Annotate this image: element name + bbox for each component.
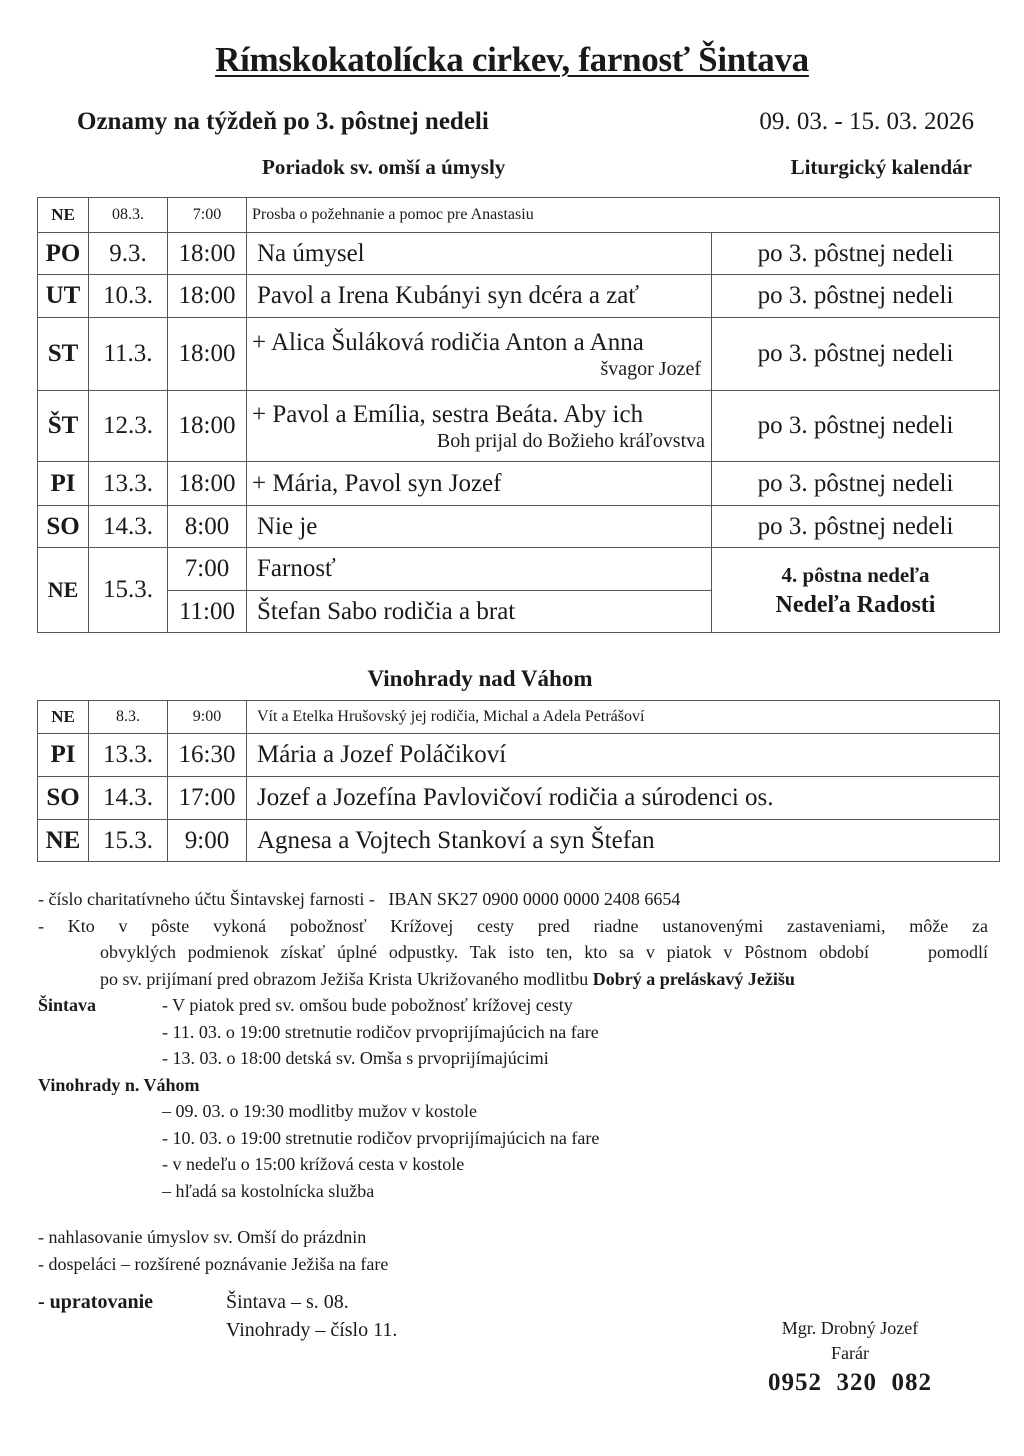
intention-line-2: švagor Jozef xyxy=(600,358,701,380)
day-cell: SO xyxy=(38,777,89,820)
date-cell: 9.3. xyxy=(89,233,168,275)
day-cell: PI xyxy=(38,734,89,777)
table-row xyxy=(38,734,1000,777)
spacer xyxy=(38,1204,988,1224)
intention-cell: Prosba o požehnanie a pomoc pre Anastasiu xyxy=(247,198,1000,233)
vinohrady-heading: Vinohrady nad Váhom xyxy=(367,666,593,691)
list-item: - dospeláci – rozšírené poznávanie Ježiša na fare xyxy=(38,1253,389,1274)
indulgence-note-line-1: - Kto v pôste vykoná pobožnosť Krížovej cesty pred riadne ustanovenými zastaveniami, môže za xyxy=(38,915,988,936)
date-cell: 11.3. xyxy=(89,318,168,391)
phone-number: 0952 320 082 xyxy=(768,1369,932,1396)
liturgy-cell: po 3. pôstnej nedeli xyxy=(712,506,1000,548)
page-title: Rímskokatolícka cirkev, farnosť Šintava xyxy=(215,40,809,79)
time-cell: 18:00 xyxy=(168,318,247,391)
intention-cell: Agnesa a Vojtech Stankoví a syn Štefan xyxy=(247,820,1000,862)
table-row xyxy=(38,701,1000,734)
list-item: - nahlasovanie úmyslov sv. Omší do prázdnin xyxy=(38,1227,367,1247)
intention-cell: Na úmysel xyxy=(247,233,712,275)
date-cell: 15.3. xyxy=(89,820,168,862)
time-cell: 18:00 xyxy=(168,275,247,318)
masses-heading: Poriadok sv. omší a úmysly xyxy=(262,155,506,179)
list-item: – hľadá sa kostolnícka služba xyxy=(162,1180,375,1201)
date-cell: 8.3. xyxy=(89,701,168,734)
time-cell: 18:00 xyxy=(168,233,247,275)
liturgy-cell: po 3. pôstnej nedeli xyxy=(712,462,1000,506)
time-cell: 9:00 xyxy=(168,701,247,734)
date-cell: 13.3. xyxy=(89,462,168,506)
announcement-subtitle: Oznamy na týždeň po 3. pôstnej nedeli xyxy=(77,108,489,135)
list-item: - 11. 03. o 19:00 stretnutie rodičov prvoprijímajúcich na fare xyxy=(162,1021,599,1042)
priest-role: Farár xyxy=(831,1343,869,1363)
sintava-schedule-table xyxy=(37,197,1000,633)
indulgence-text: po sv. prijímaní pred obrazom Ježiša Krista Ukrižovaného modlitbu xyxy=(100,968,593,989)
list-item: - V piatok pred sv. omšou bude pobožnosť krížovej cesty xyxy=(162,995,573,1015)
intention-line-1: + Alica Šuláková rodičia Anton a Anna xyxy=(252,329,644,356)
table-row xyxy=(38,233,1000,275)
signature-block xyxy=(745,1316,955,1395)
time-cell: 16:30 xyxy=(168,734,247,777)
liturgy-cell xyxy=(712,548,1000,633)
day-cell: PO xyxy=(38,233,89,275)
time-cell: 8:00 xyxy=(168,506,247,548)
intention-cell: + Mária, Pavol syn Jozef xyxy=(247,462,712,506)
date-cell: 12.3. xyxy=(89,391,168,462)
date-range: 09. 03. - 15. 03. 2026 xyxy=(759,108,974,135)
intention-cell xyxy=(247,391,712,462)
iban-note: - číslo charitatívneho účtu Šintavskej farnosti - IBAN SK27 0900 0000 0000 2408 6654 xyxy=(38,889,681,909)
table-row xyxy=(38,820,1000,862)
cleaning-vinohrady: Vinohrady – číslo 11. xyxy=(226,1319,398,1341)
time-cell: 7:00 xyxy=(168,198,247,233)
table-row xyxy=(38,777,1000,820)
sintava-label: Šintava xyxy=(38,995,97,1015)
date-cell: 08.3. xyxy=(89,198,168,233)
time-cell: 18:00 xyxy=(168,391,247,462)
time-cell: 9:00 xyxy=(168,820,247,862)
day-cell: UT xyxy=(38,275,89,318)
calendar-heading: Liturgický kalendár xyxy=(790,155,972,179)
day-cell: ST xyxy=(38,318,89,391)
day-cell: NE xyxy=(38,820,89,862)
vinohrady-label: Vinohrady n. Váhom xyxy=(38,1074,200,1095)
table-row xyxy=(38,198,1000,233)
intention-cell xyxy=(247,318,712,391)
vinohrady-schedule-table xyxy=(37,700,1000,862)
date-cell: 13.3. xyxy=(89,734,168,777)
time-cell: 17:00 xyxy=(168,777,247,820)
table-row xyxy=(38,462,1000,506)
day-cell: NE xyxy=(38,198,89,233)
sintava-notes-list xyxy=(162,992,599,1072)
time-cell: 18:00 xyxy=(168,462,247,506)
intention-cell: Nie je xyxy=(247,506,712,548)
liturgy-line-1: 4. pôstna nedeľa xyxy=(781,563,930,587)
liturgy-cell: po 3. pôstnej nedeli xyxy=(712,391,1000,462)
day-cell: NE xyxy=(38,548,89,633)
liturgy-cell: po 3. pôstnej nedeli xyxy=(712,275,1000,318)
list-item: – 09. 03. o 19:30 modlitby mužov v kostole xyxy=(162,1101,477,1121)
indulgence-note-line-3 xyxy=(38,966,988,993)
intention-cell: Mária a Jozef Poláčikoví xyxy=(247,734,1000,777)
vinohrady-notes-list xyxy=(38,1098,988,1204)
day-cell: PI xyxy=(38,462,89,506)
list-item: - 10. 03. o 19:00 stretnutie rodičov prvoprijímajúcich na fare xyxy=(162,1127,600,1148)
cleaning-section xyxy=(38,1288,397,1344)
cleaning-details xyxy=(226,1288,397,1344)
table-row xyxy=(38,548,1000,591)
intention-cell: Štefan Sabo rodičia a brat xyxy=(247,591,712,633)
indulgence-note-line-2: obvyklých podmienok získať úplné odpustky. Tak isto ten, kto sa v piatok v Pôstnom období pomodlí xyxy=(100,942,988,962)
cleaning-label: - upratovanie xyxy=(38,1291,153,1313)
intention-line-1: + Pavol a Emília, sestra Beáta. Aby ich xyxy=(252,401,644,428)
day-cell: NE xyxy=(38,701,89,734)
day-cell: ŠT xyxy=(38,391,89,462)
time-cell: 11:00 xyxy=(168,591,247,633)
table-row xyxy=(38,506,1000,548)
priest-name: Mgr. Drobný Jozef xyxy=(781,1318,919,1338)
date-cell: 15.3. xyxy=(89,548,168,633)
date-cell: 10.3. xyxy=(89,275,168,318)
intention-cell: Pavol a Irena Kubányi syn dcéra a zať xyxy=(247,275,712,318)
cleaning-sintava: Šintava – s. 08. xyxy=(226,1291,349,1313)
announcements-notes xyxy=(38,886,988,1277)
intention-cell: Vít a Etelka Hrušovský jej rodičia, Michal a Adela Petrášoví xyxy=(247,701,1000,734)
date-cell: 14.3. xyxy=(89,506,168,548)
liturgy-cell: po 3. pôstnej nedeli xyxy=(712,318,1000,391)
liturgy-cell: po 3. pôstnej nedeli xyxy=(712,233,1000,275)
table-row xyxy=(38,318,1000,391)
intention-cell: Jozef a Jozefína Pavlovičoví rodičia a súrodenci os. xyxy=(247,777,1000,820)
list-item: - v nedeľu o 15:00 krížová cesta v kostole xyxy=(162,1154,465,1174)
liturgy-line-2: Nedeľa Radosti xyxy=(775,592,936,618)
table-row xyxy=(38,391,1000,462)
time-cell: 7:00 xyxy=(168,548,247,591)
intention-cell: Farnosť xyxy=(247,548,712,591)
sintava-notes-group xyxy=(38,992,988,1072)
date-cell: 14.3. xyxy=(89,777,168,820)
day-cell: SO xyxy=(38,506,89,548)
intention-line-2: Boh prijal do Božieho kráľovstva xyxy=(436,430,705,452)
table-row xyxy=(38,275,1000,318)
list-item: - 13. 03. o 18:00 detská sv. Omša s prvoprijímajúcimi xyxy=(162,1048,549,1068)
prayer-name: Dobrý a preláskavý Ježišu xyxy=(592,968,795,989)
